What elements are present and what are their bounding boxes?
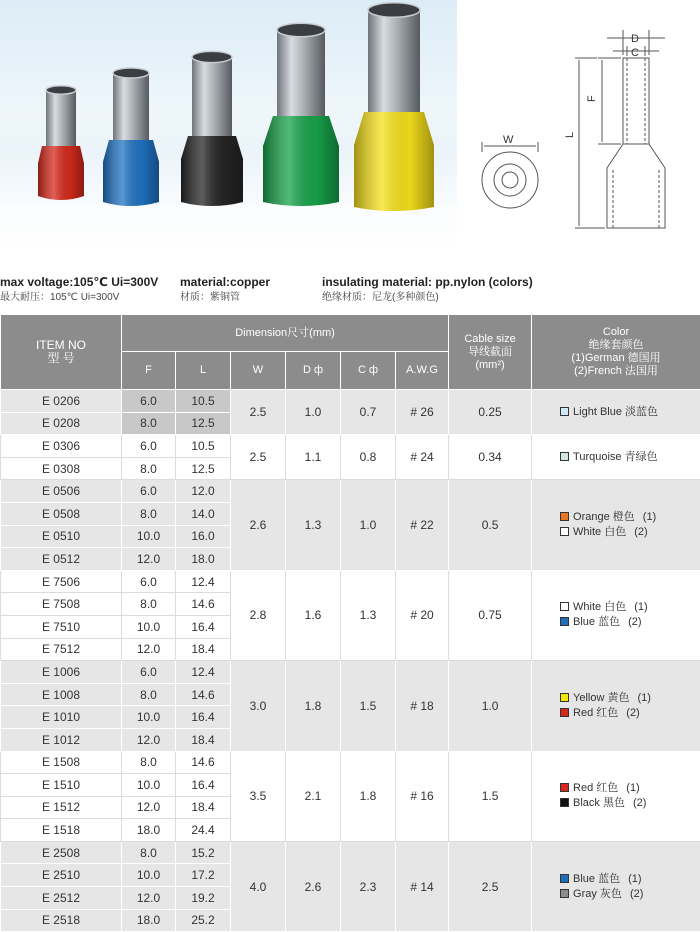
f-cell: 12.0: [122, 728, 176, 751]
l-cell: 14.6: [176, 751, 231, 774]
item-cell: E 0510: [1, 525, 122, 548]
color-label: Blue 蓝色: [573, 616, 620, 628]
f-cell: 10.0: [122, 774, 176, 797]
dim-label-f: F: [586, 95, 598, 102]
color-standard-number: (2): [634, 525, 647, 540]
table-row: [1, 435, 700, 458]
header-l: L: [176, 352, 231, 390]
f-cell: 8.0: [122, 683, 176, 706]
item-cell: E 0508: [1, 502, 122, 525]
d-cell: 1.8: [286, 661, 341, 751]
dim-label-w: W: [503, 134, 514, 146]
item-cell: E 1008: [1, 683, 122, 706]
dim-label-d: D: [631, 33, 639, 45]
dimension-drawing: [457, 0, 700, 248]
item-cell: E 0208: [1, 412, 122, 435]
red-ferrule-sleeve-shading: [38, 146, 84, 200]
color-label: Yellow 黄色: [573, 692, 629, 704]
cable-size-cell: 0.5: [449, 480, 532, 570]
spec-voltage: [0, 274, 158, 305]
w-cell: 2.5: [231, 435, 286, 480]
color-option: [560, 525, 700, 540]
color-swatch-icon: [560, 407, 569, 416]
awg-cell: # 16: [396, 751, 449, 841]
color-standard-number: (1): [637, 691, 650, 706]
item-cell: E 1510: [1, 774, 122, 797]
w-cell: 2.8: [231, 570, 286, 660]
color-swatch-icon: [560, 527, 569, 536]
color-standard-number: (2): [626, 706, 639, 721]
table-row: [1, 480, 700, 503]
spec-insulation-en: insulating material: pp.nylon (colors): [322, 274, 533, 291]
item-cell: E 0512: [1, 548, 122, 571]
f-cell: 10.0: [122, 615, 176, 638]
c-cell: 0.8: [341, 435, 396, 480]
color-cell: [532, 841, 700, 931]
l-cell: 10.5: [176, 390, 231, 413]
f-cell: 12.0: [122, 796, 176, 819]
item-cell: E 1010: [1, 706, 122, 729]
item-cell: E 1006: [1, 661, 122, 684]
c-cell: 1.0: [341, 480, 396, 570]
color-standard-number: (1): [643, 510, 656, 525]
yellow-ferrule-opening: [368, 3, 420, 18]
middle-circle: [494, 164, 526, 196]
l-cell: 18.4: [176, 638, 231, 661]
header-color: [532, 315, 700, 390]
l-cell: 18.4: [176, 728, 231, 751]
l-cell: 12.0: [176, 480, 231, 503]
f-cell: 6.0: [122, 435, 176, 458]
header-cable-size-en: Cable size: [449, 333, 531, 346]
ferrule-sleeve-outline: [607, 144, 665, 228]
black-ferrule-tube: [192, 57, 232, 138]
item-cell: E 7506: [1, 570, 122, 593]
l-cell: 12.4: [176, 661, 231, 684]
l-cell: 18.0: [176, 548, 231, 571]
f-cell: 8.0: [122, 841, 176, 864]
item-cell: E 7508: [1, 593, 122, 616]
color-label: Turquoise 青绿色: [573, 451, 658, 463]
item-cell: E 7512: [1, 638, 122, 661]
item-cell: E 0206: [1, 390, 122, 413]
c-cell: 1.5: [341, 661, 396, 751]
color-cell: [532, 390, 700, 435]
l-cell: 18.4: [176, 796, 231, 819]
l-cell: 25.2: [176, 909, 231, 932]
black-ferrule: [181, 51, 243, 206]
d-cell: 1.3: [286, 480, 341, 570]
f-cell: 8.0: [122, 593, 176, 616]
item-cell: E 2518: [1, 909, 122, 932]
l-cell: 14.0: [176, 502, 231, 525]
awg-cell: # 26: [396, 390, 449, 435]
header-color-german: (1)German 德国用: [532, 352, 700, 365]
color-swatch-icon: [560, 798, 569, 807]
spec-insulation-cn: 绝缘材质：尼龙(多种颜色): [322, 291, 533, 305]
f-cell: 18.0: [122, 909, 176, 932]
ferrule-technical-drawing: [457, 0, 700, 248]
green-ferrule: [263, 23, 339, 206]
dim-label-c: C: [631, 47, 639, 59]
dim-label-l: L: [564, 132, 576, 138]
table-row: [1, 751, 700, 774]
l-cell: 12.5: [176, 412, 231, 435]
color-option: [560, 405, 700, 420]
color-swatch-icon: [560, 874, 569, 883]
ferrules-illustration: [0, 0, 457, 248]
header-w: W: [231, 352, 286, 390]
l-cell: 14.6: [176, 683, 231, 706]
l-cell: 24.4: [176, 819, 231, 842]
spec-material-en: material:copper: [180, 274, 270, 291]
blue-ferrule-opening: [113, 68, 149, 78]
header-item-no-cn: 型 号: [1, 352, 121, 365]
l-cell: 17.2: [176, 864, 231, 887]
color-standard-number: (1): [634, 600, 647, 615]
spec-material-cn: 材质：紫铜管: [180, 291, 270, 305]
l-cell: 14.6: [176, 593, 231, 616]
header-cable-size-cn: 导线截面: [449, 346, 531, 359]
header-cable-unit: (mm²): [449, 359, 531, 372]
black-ferrule-sleeve-shading: [181, 136, 243, 206]
color-label: Blue 蓝色: [573, 873, 620, 885]
cable-size-cell: 1.0: [449, 661, 532, 751]
header-d-letter: D: [303, 364, 311, 376]
red-ferrule-tube: [46, 90, 76, 148]
color-label: Red 红色: [573, 782, 618, 794]
header-c-phi: ф: [369, 364, 378, 376]
color-swatch-icon: [560, 512, 569, 521]
f-cell: 6.0: [122, 661, 176, 684]
cable-size-cell: 0.75: [449, 570, 532, 660]
f-cell: 8.0: [122, 457, 176, 480]
item-cell: E 2512: [1, 887, 122, 910]
color-option: [560, 600, 700, 615]
yellow-ferrule-tube: [368, 10, 420, 114]
yellow-ferrule-sleeve-shading: [354, 112, 434, 211]
l-cell: 16.4: [176, 706, 231, 729]
yellow-ferrule: [354, 3, 434, 211]
green-ferrule-sleeve-shading: [263, 116, 339, 206]
spec-material: [180, 274, 270, 305]
f-cell: 8.0: [122, 412, 176, 435]
f-cell: 6.0: [122, 480, 176, 503]
color-cell: [532, 661, 700, 751]
table-row: [1, 841, 700, 864]
f-cell: 8.0: [122, 751, 176, 774]
color-standard-number: (2): [628, 615, 641, 630]
color-label: Gray 灰色: [573, 888, 622, 900]
color-option: [560, 706, 700, 721]
table-row: [1, 390, 700, 413]
c-cell: 1.3: [341, 570, 396, 660]
color-label: Black 黑色: [573, 797, 625, 809]
table-body: [1, 390, 700, 932]
c-cell: 2.3: [341, 841, 396, 931]
w-cell: 2.5: [231, 390, 286, 435]
green-ferrule-tube: [277, 30, 325, 118]
color-label: White 白色: [573, 526, 626, 538]
blue-ferrule-sleeve-shading: [103, 140, 159, 206]
header-d-phi: ф: [314, 364, 323, 376]
header-d: [286, 352, 341, 390]
item-cell: E 1012: [1, 728, 122, 751]
f-cell: 12.0: [122, 638, 176, 661]
table-row: [1, 661, 700, 684]
header-c-letter: C: [358, 364, 366, 376]
item-cell: E 0506: [1, 480, 122, 503]
color-swatch-icon: [560, 617, 569, 626]
outer-circle: [482, 152, 538, 208]
cable-size-cell: 2.5: [449, 841, 532, 931]
color-swatch-icon: [560, 889, 569, 898]
color-label: Light Blue 淡蓝色: [573, 406, 658, 418]
color-option: [560, 872, 700, 887]
color-option: [560, 510, 700, 525]
f-cell: 12.0: [122, 548, 176, 571]
color-swatch-icon: [560, 708, 569, 717]
awg-cell: # 18: [396, 661, 449, 751]
spec-voltage-en: max voltage:105℃ Ui=300V: [0, 274, 158, 291]
color-option: [560, 887, 700, 902]
header-item-no-en: ITEM NO: [1, 339, 121, 352]
d-cell: 1.6: [286, 570, 341, 660]
c-cell: 0.7: [341, 390, 396, 435]
cable-size-cell: 0.34: [449, 435, 532, 480]
ferrule-spec-table: [0, 314, 700, 932]
header-color-french: (2)French 法国用: [532, 365, 700, 378]
w-cell: 3.0: [231, 661, 286, 751]
f-cell: 18.0: [122, 819, 176, 842]
header-dimension: Dimension尺寸(mm): [122, 315, 449, 352]
l-cell: 19.2: [176, 887, 231, 910]
item-cell: E 2508: [1, 841, 122, 864]
black-ferrule-opening: [192, 51, 232, 62]
f-cell: 10.0: [122, 525, 176, 548]
color-option: [560, 796, 700, 811]
spec-insulation: [322, 274, 533, 305]
color-option: [560, 781, 700, 796]
green-ferrule-opening: [277, 23, 325, 36]
l-cell: 16.4: [176, 615, 231, 638]
cable-size-cell: 1.5: [449, 751, 532, 841]
color-label: White 白色: [573, 601, 626, 613]
d-cell: 1.1: [286, 435, 341, 480]
red-ferrule: [38, 86, 84, 200]
header-color-cn: 绝缘套颜色: [532, 339, 700, 352]
f-cell: 8.0: [122, 502, 176, 525]
item-cell: E 2510: [1, 864, 122, 887]
d-cell: 2.6: [286, 841, 341, 931]
color-standard-number: (1): [628, 872, 641, 887]
f-cell: 12.0: [122, 887, 176, 910]
color-swatch-icon: [560, 602, 569, 611]
awg-cell: # 22: [396, 480, 449, 570]
item-cell: E 1508: [1, 751, 122, 774]
awg-cell: # 20: [396, 570, 449, 660]
cable-size-cell: 0.25: [449, 390, 532, 435]
color-label: Orange 橙色: [573, 511, 635, 523]
inner-circle: [502, 172, 518, 188]
color-standard-number: (2): [630, 887, 643, 902]
item-cell: E 0306: [1, 435, 122, 458]
l-cell: 16.0: [176, 525, 231, 548]
w-cell: 4.0: [231, 841, 286, 931]
awg-cell: # 14: [396, 841, 449, 931]
color-label: Red 红色: [573, 707, 618, 719]
product-photo: [0, 0, 457, 248]
l-cell: 16.4: [176, 774, 231, 797]
header-color-en: Color: [532, 326, 700, 339]
color-swatch-icon: [560, 783, 569, 792]
red-ferrule-opening: [46, 86, 76, 94]
color-cell: [532, 570, 700, 660]
spec-summary: [0, 274, 700, 314]
blue-ferrule: [103, 68, 159, 206]
header-awg: A.W.G: [396, 352, 449, 390]
l-cell: 15.2: [176, 841, 231, 864]
color-swatch-icon: [560, 693, 569, 702]
color-option: [560, 615, 700, 630]
d-cell: 1.0: [286, 390, 341, 435]
color-cell: [532, 435, 700, 480]
color-standard-number: (2): [633, 796, 646, 811]
color-cell: [532, 480, 700, 570]
item-cell: E 0308: [1, 457, 122, 480]
color-standard-number: (1): [626, 781, 639, 796]
header-cable-size: [449, 315, 532, 390]
w-cell: 3.5: [231, 751, 286, 841]
header-f: F: [122, 352, 176, 390]
color-option: [560, 450, 700, 465]
f-cell: 10.0: [122, 706, 176, 729]
header-item-no: [1, 315, 122, 390]
f-cell: 6.0: [122, 570, 176, 593]
awg-cell: # 24: [396, 435, 449, 480]
f-cell: 6.0: [122, 390, 176, 413]
header-c: [341, 352, 396, 390]
item-cell: E 1512: [1, 796, 122, 819]
l-cell: 12.5: [176, 457, 231, 480]
color-swatch-icon: [560, 452, 569, 461]
item-cell: E 1518: [1, 819, 122, 842]
l-cell: 12.4: [176, 570, 231, 593]
blue-ferrule-tube: [113, 73, 149, 142]
table-row: [1, 570, 700, 593]
spec-voltage-cn: 最大耐压：105℃ Ui=300V: [0, 291, 158, 305]
item-cell: E 7510: [1, 615, 122, 638]
w-cell: 2.6: [231, 480, 286, 570]
c-cell: 1.8: [341, 751, 396, 841]
f-cell: 10.0: [122, 864, 176, 887]
color-cell: [532, 751, 700, 841]
l-cell: 10.5: [176, 435, 231, 458]
color-option: [560, 691, 700, 706]
d-cell: 2.1: [286, 751, 341, 841]
